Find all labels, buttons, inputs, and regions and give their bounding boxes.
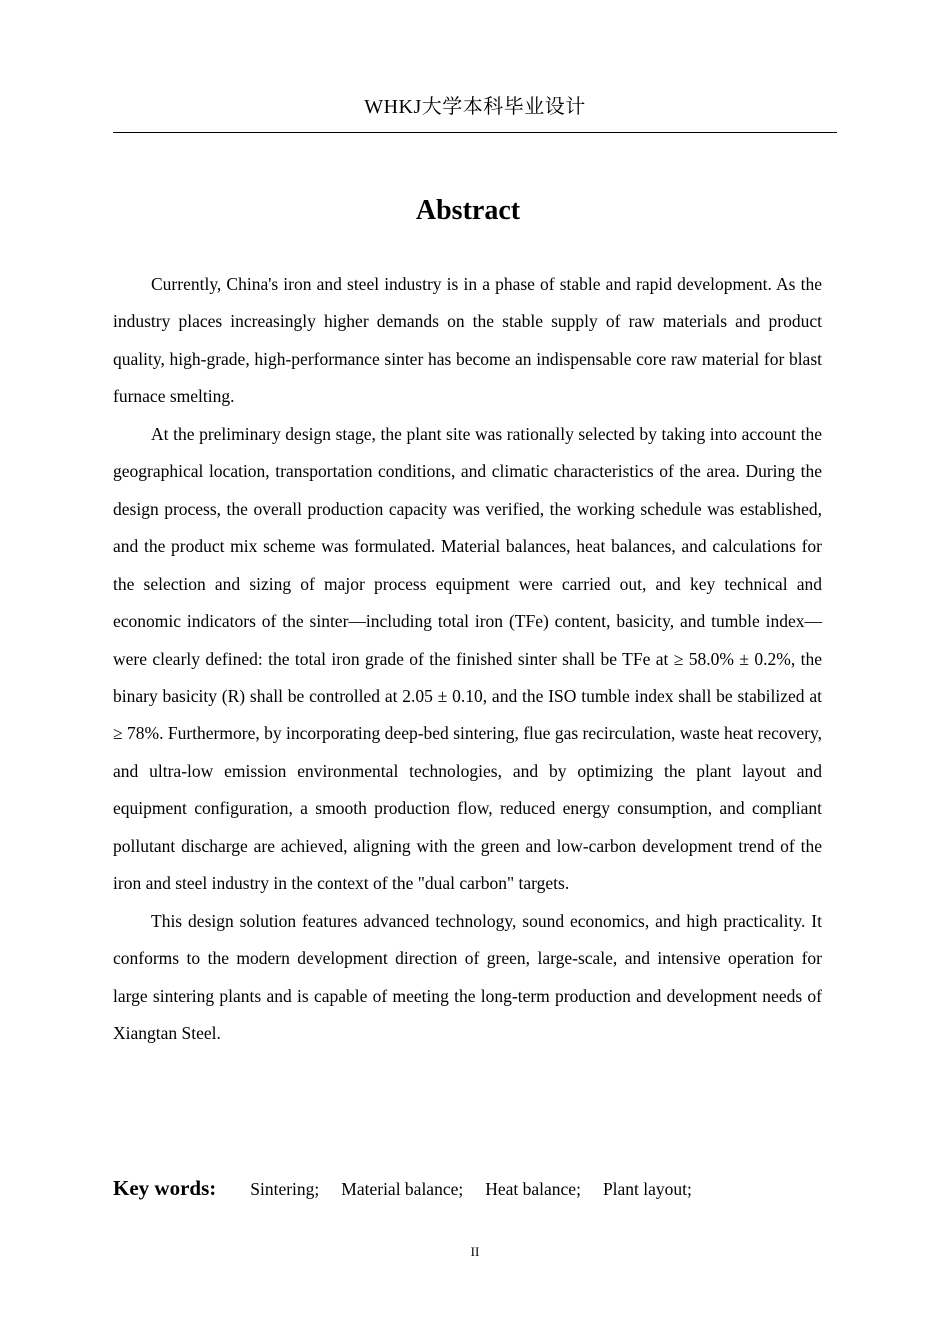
abstract-paragraph-3: This design solution features advanced technology, sound economics, and high practicality. It conforms to the modern development direction of green, large-scale, and intensive operation for large sintering plants and is capable of meeting the long-term production and development needs of Xiangtan Steel. — [113, 910, 822, 1044]
header-divider — [113, 132, 837, 133]
keyword-item: Plant layout; — [602, 1179, 692, 1199]
abstract-body — [113, 266, 822, 1053]
keywords-label: Key words: — [113, 1176, 217, 1200]
page-title: Abstract — [415, 195, 521, 226]
abstract-paragraph-1: Currently, China's iron and steel industry is in a phase of stable and rapid development. As the industry places increasingly higher demands on the stable supply of raw materials and product quality, high-grade, high-performance sinter has become an indispensable core raw material for blast furnace smelting. — [113, 274, 822, 407]
running-header: WHKJ大学本科毕业设计 — [364, 96, 586, 118]
keyword-item: Material balance; — [341, 1179, 464, 1199]
keyword-item: Heat balance; — [485, 1179, 581, 1199]
page-number: II — [470, 1244, 480, 1259]
abstract-paragraph-2: At the preliminary design stage, the plant site was rationally selected by taking into account the geographical location, transportation conditions, and climatic characteristics of the area. During the design process, the overall production capacity was verified, the working schedule was established, and the product mix scheme was formulated. Material balances, heat balances, and calculations for the selection and sizing of major process equipment were carried out, and key technical and economic indicators of the sinter—including total iron (TFe) content, basicity, and tumble index—were clearly defined: the total iron grade of the finished sinter shall be TFe at ≥ 58.0% ± 0.2%, the binary basicity (R) shall be controlled at 2.05 ± 0.10, and the ISO tumble index shall be stabilized at ≥ 78%. Furthermore, by incorporating deep-bed sintering, flue gas recirculation, waste heat recovery, and ultra-low emission environmental technologies, and by optimizing the plant layout and equipment configuration, a smooth production flow, reduced energy consumption, and compliant pollutant discharge are achieved, aligning with the green and low-carbon development trend of the iron and steel industry in the context of the "dual carbon" targets. — [113, 423, 822, 894]
keyword-item: Sintering; — [250, 1179, 320, 1199]
keywords-line — [113, 1170, 833, 1206]
